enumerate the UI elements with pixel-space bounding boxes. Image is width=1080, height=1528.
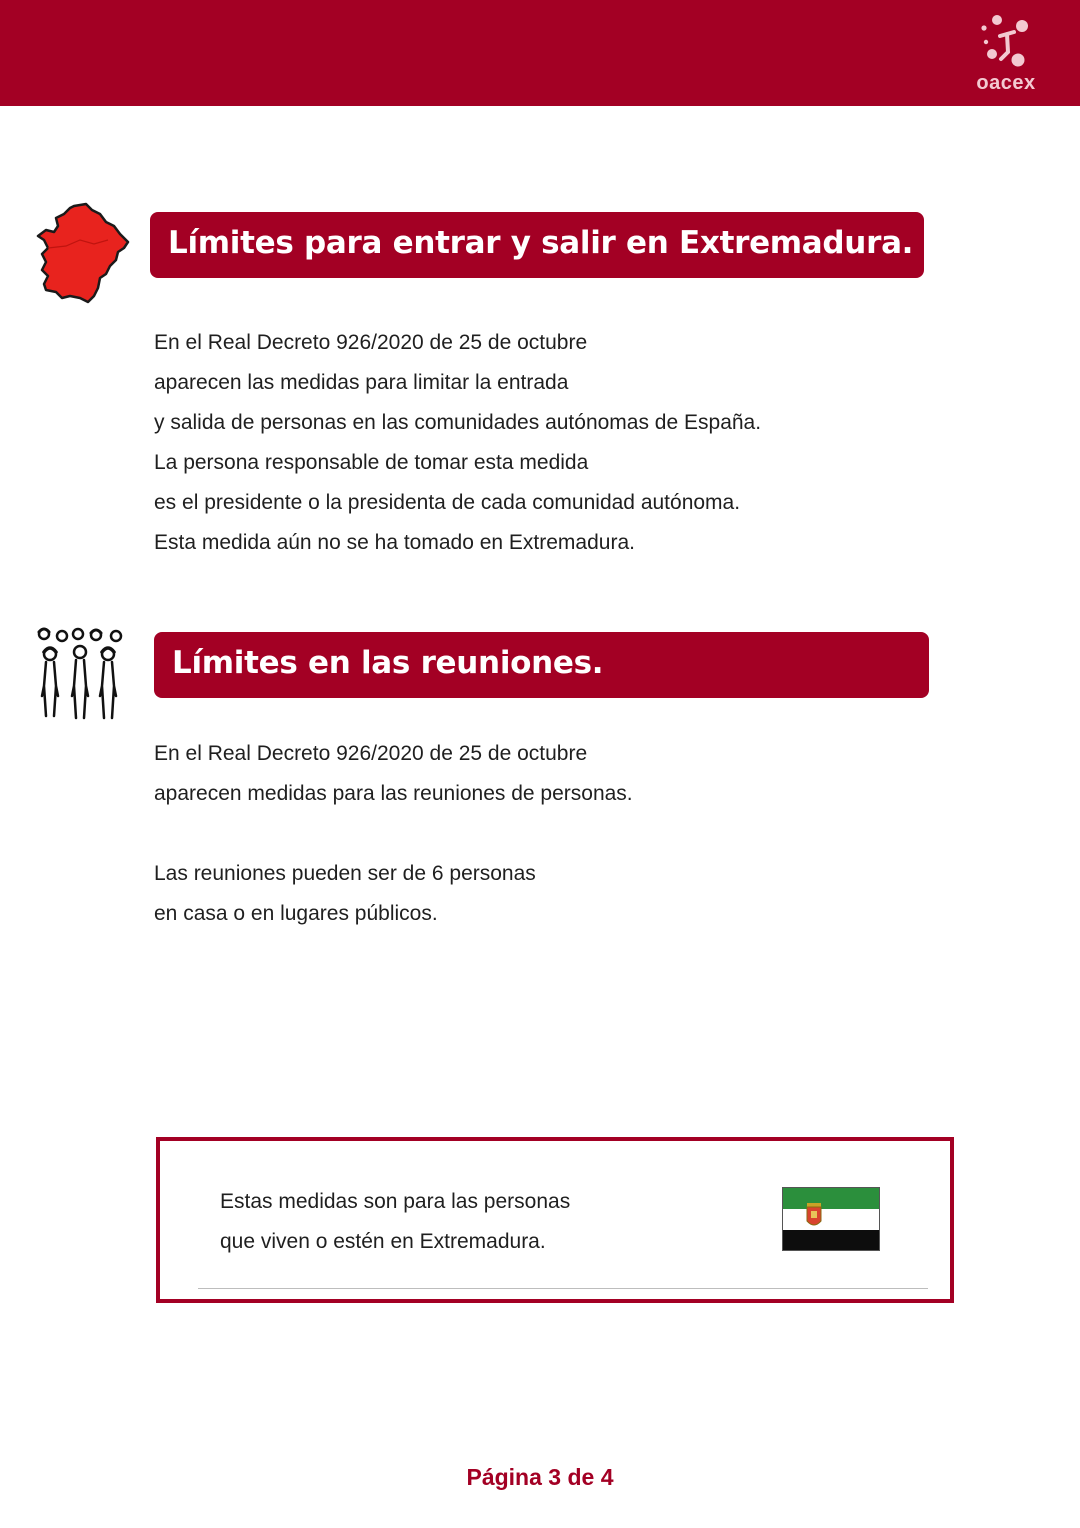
- paragraph-line: En el Real Decreto 926/2020 de 25 de octubre: [154, 742, 588, 765]
- oacex-logo: [968, 12, 1044, 94]
- extremadura-flag-icon: [782, 1187, 880, 1256]
- section-1-body: [154, 323, 761, 563]
- paragraph-line: En el Real Decreto 926/2020 de 25 de octubre: [154, 331, 588, 354]
- paragraph-line: aparecen las medidas para limitar la entrada: [154, 371, 569, 394]
- header-bar: [0, 0, 1080, 106]
- section-2-body-extra: [154, 854, 536, 934]
- oacex-logo-icon: [974, 12, 1038, 74]
- note-line: que viven o estén en Extremadura.: [220, 1230, 546, 1253]
- note-text: [220, 1182, 570, 1262]
- note-line: Estas medidas son para las personas: [220, 1190, 571, 1213]
- paragraph-line: aparecen medidas para las reuniones de personas.: [154, 782, 633, 805]
- paragraph-line: La persona responsable de tomar esta medida: [154, 451, 589, 474]
- page-number: Página 3 de 4: [466, 1464, 614, 1490]
- extremadura-map-icon: [36, 200, 134, 311]
- section-title-entry-exit: Límites para entrar y salir en Extremadura.: [150, 212, 924, 278]
- logo-text: oacex: [976, 72, 1036, 94]
- group-of-people-icon: [32, 626, 128, 731]
- paragraph-line: y salida de personas en las comunidades autónomas de España.: [154, 411, 762, 434]
- note-box: [156, 1137, 954, 1303]
- section-title-meetings: Límites en las reuniones.: [154, 632, 929, 698]
- paragraph-line: Las reuniones pueden ser de 6 personas: [154, 862, 536, 885]
- paragraph-line: en casa o en lugares públicos.: [154, 902, 438, 925]
- paragraph-line: es el presidente o la presidenta de cada comunidad autónoma.: [154, 491, 741, 514]
- section-2-body: [154, 734, 633, 814]
- divider: [198, 1288, 928, 1289]
- paragraph-line: Esta medida aún no se ha tomado en Extremadura.: [154, 531, 635, 554]
